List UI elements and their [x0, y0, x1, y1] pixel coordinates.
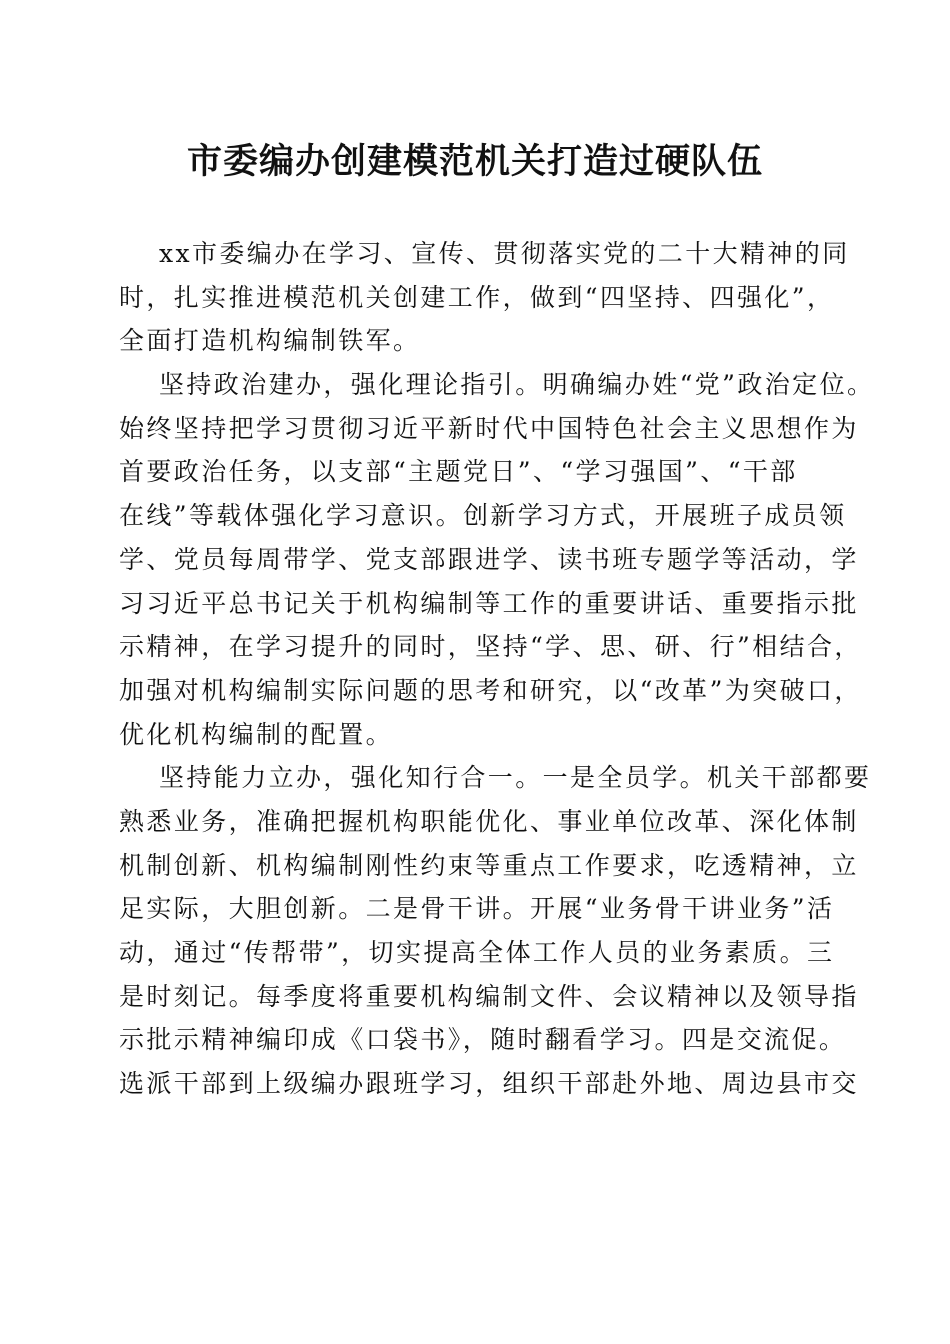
- text-line: 习习近平总书记关于机构编制等工作的重要讲话、重要指示批: [119, 588, 859, 618]
- text-line: 足实际，大胆创新。二是骨干讲。开展“业务骨干讲业务”活: [119, 894, 835, 924]
- text-line: 坚持能力立办，强化知行合一。一是全员学。机关干部都要: [159, 763, 872, 793]
- text-line: 加强对机构编制实际问题的思考和研究，以“改革”为突破口，: [119, 675, 862, 705]
- text-line: 动，通过“传帮带”，切实提高全体工作人员的业务素质。三: [119, 938, 835, 967]
- paragraph-intro: [119, 232, 850, 363]
- text-line: 示批示精神编印成《口袋书》，随时翻看学习。四是交流促。: [119, 1025, 847, 1055]
- text-line: 学、党员每周带学、党支部跟进学、读书班专题学等活动，学: [119, 544, 859, 574]
- text-line: 优化机构编制的配置。: [119, 719, 394, 749]
- text-line: 坚持政治建办，强化理论指引。明确编办姓“党”政治定位。: [159, 370, 875, 400]
- document-title: 市委编办创建模范机关打造过硬队伍: [186, 141, 763, 182]
- text-line: 选派干部到上级编办跟班学习，组织干部赴外地、周边县市交: [119, 1069, 859, 1099]
- text-line: 首要政治任务，以支部“主题党日”、“学习强国”、“干部: [119, 457, 798, 487]
- text-line: 全面打造机构编制铁军。: [119, 326, 421, 356]
- text-line: 在线”等载体强化学习意识。创新学习方式，开展班子成员领: [119, 501, 847, 531]
- text-line: 示精神，在学习提升的同时，坚持“学、思、研、行”相结合，: [119, 632, 862, 662]
- text-line: 是时刻记。每季度将重要机构编制文件、会议精神以及领导指: [119, 981, 859, 1011]
- paragraph-ability: [119, 756, 872, 1106]
- paragraph-political: [119, 363, 875, 756]
- text-line: 熟悉业务，准确把握机构职能优化、事业单位改革、深化体制: [119, 806, 859, 836]
- text-line: 始终坚持把学习贯彻习近平新时代中国特色社会主义思想作为: [119, 413, 859, 443]
- text-line: 时，扎实推进模范机关创建工作，做到“四坚持、四强化”，: [119, 282, 835, 312]
- text-line: xx市委编办在学习、宣传、贯彻落实党的二十大精神的同: [159, 239, 850, 268]
- document-body: [119, 232, 875, 1106]
- text-line: 机制创新、机构编制刚性约束等重点工作要求，吃透精神，立: [119, 850, 859, 880]
